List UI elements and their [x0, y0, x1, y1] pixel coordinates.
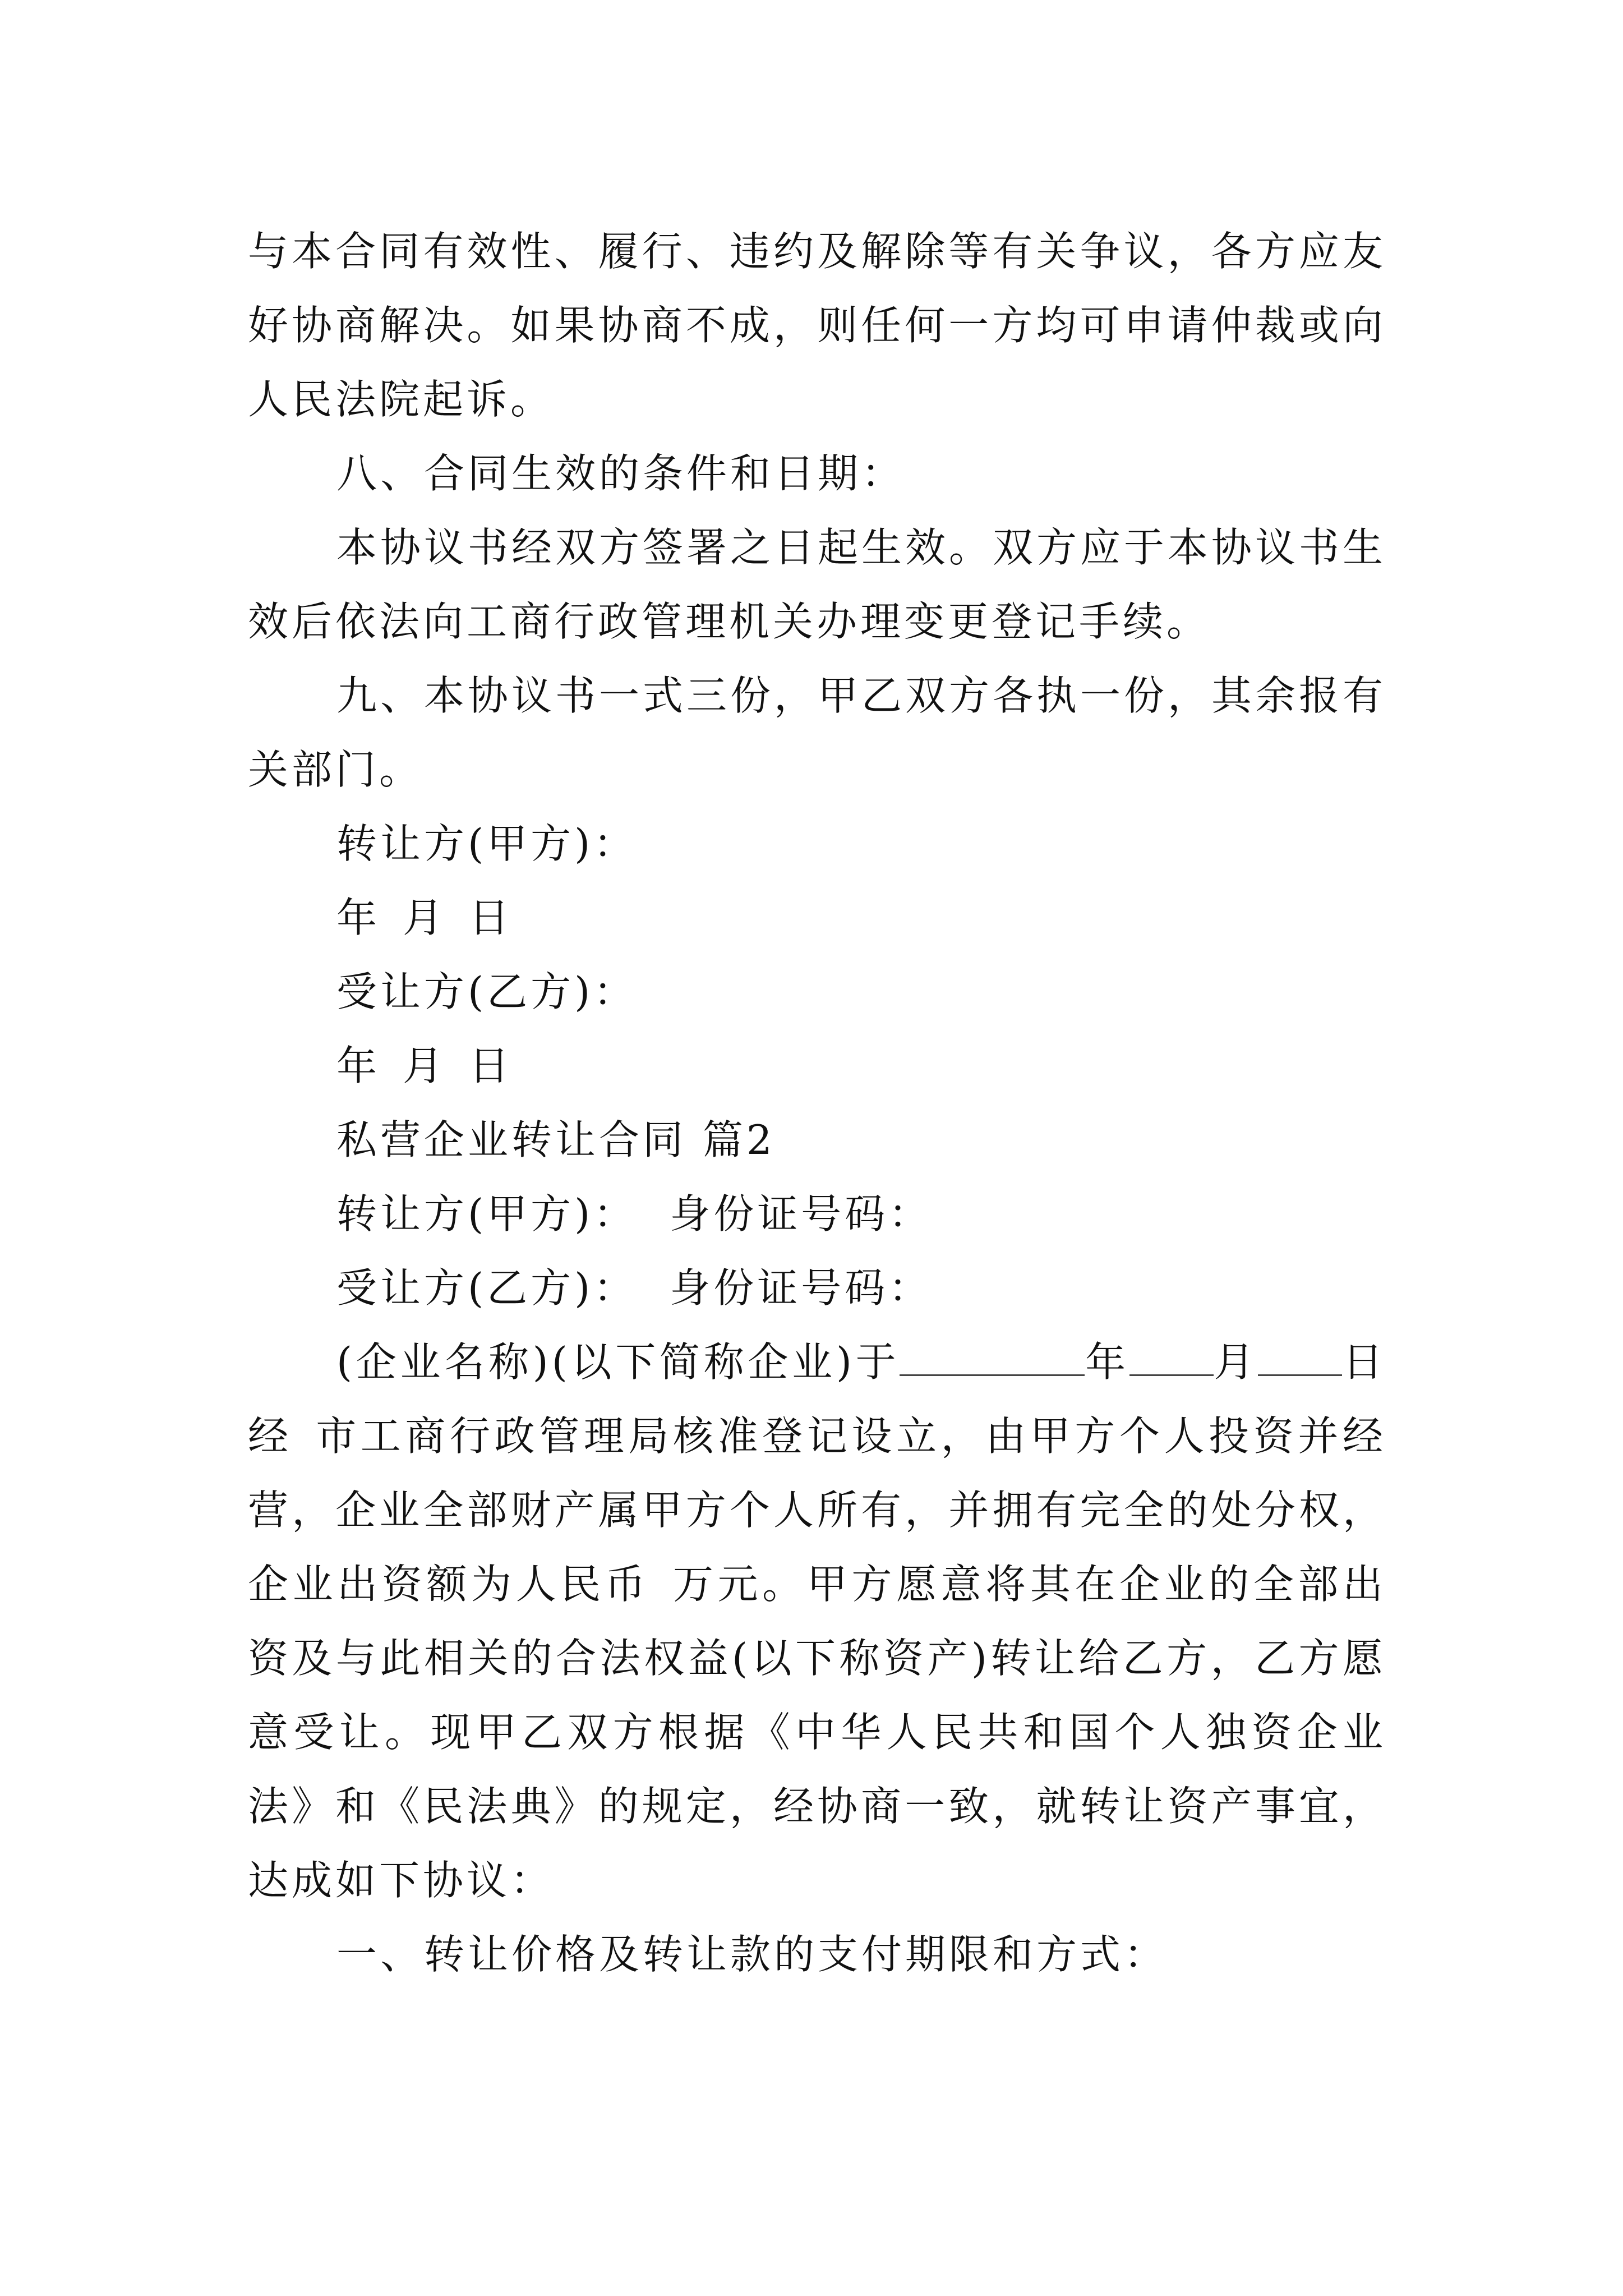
text-segment: 日经 [248, 1338, 1386, 1460]
text-segment: 月 [1213, 1338, 1258, 1386]
heading-effective-conditions: 八、合同生效的条件和日期： [336, 450, 906, 497]
document-body [248, 214, 1386, 1991]
paragraph-copies: 九、本协议书一式三份，甲乙双方各执一份，其余报有关部门。 [248, 672, 1387, 793]
text-segment: 市工商行政管理局核准登记设立，由甲方个人投资并经营，企业全部财产属甲方个人所有，并拥有完全的处分权，企业出资额为人民币 [248, 1412, 1386, 1608]
signature-transferor-label: 转让方(甲方)： [336, 820, 638, 867]
date-day: 日 [469, 1042, 513, 1089]
date-day: 日 [469, 894, 513, 941]
blank-day-field [1258, 1338, 1342, 1376]
party-transferee-id-label: 身份证号码： [670, 1264, 933, 1312]
date-year: 年 [336, 894, 381, 941]
party-transferor-id-label: 身份证号码： [670, 1190, 933, 1237]
signature-transferee-date [248, 1029, 1386, 1103]
paragraph-effective-date: 本协议书经双方签署之日起生效。双方应于本协议书生效后依法向工商行政管理机关办理变更登记手续。 [248, 524, 1387, 645]
signature-transferee-label: 受让方(乙方)： [336, 968, 638, 1015]
date-month: 月 [403, 894, 447, 941]
text-segment: 年 [1085, 1338, 1129, 1386]
paragraph-dispute-resolution: 与本合同有效性、履行、违约及解除等有关争议，各方应友好协商解决。如果协商不成，则任何一方均可申请仲裁或向人民法院起诉。 [248, 228, 1386, 423]
party-transferee-label: 受让方(乙方)： [336, 1264, 638, 1312]
section-title-contract-2: 私营企业转让合同 篇2 [336, 1116, 776, 1163]
text-segment: (企业名称)(以下简称企业)于 [336, 1338, 900, 1386]
party-transferor-line [248, 1177, 1386, 1251]
date-month: 月 [403, 1042, 447, 1089]
heading-transfer-price: 一、转让价格及转让款的支付期限和方式： [336, 1931, 1168, 1978]
date-year: 年 [336, 1042, 381, 1089]
blank-month-field [1129, 1338, 1214, 1376]
paragraph-company-background [248, 1325, 1386, 1917]
blank-year-field [900, 1338, 1085, 1376]
text-segment: 万元。甲方愿意将其在企业的全部出资及与此相关的合法权益(以下称资产)转让给乙方，乙方愿意受让。现甲乙双方根据《中华人民共和国个人独资企业法》和《民法典》的规定，经协商一致，就转让资产事宜，达成如下协议： [248, 1561, 1386, 1904]
signature-transferor-date [248, 881, 1386, 955]
party-transferee-line [248, 1251, 1386, 1325]
party-transferor-label: 转让方(甲方)： [336, 1190, 638, 1237]
